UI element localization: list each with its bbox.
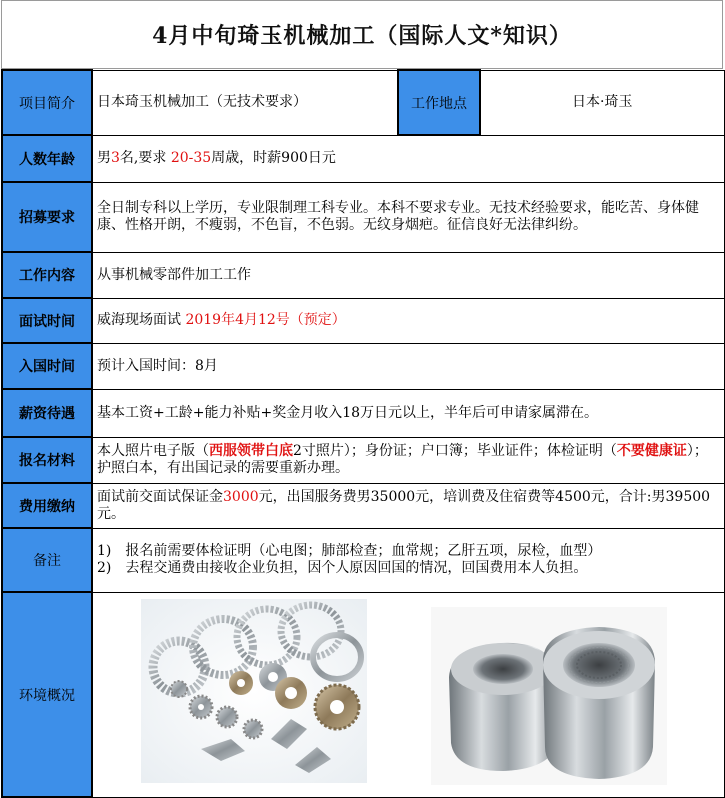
fees-deposit: 3000: [223, 488, 259, 505]
label-interview: 面试时间: [2, 298, 92, 343]
row-entry: [2, 343, 724, 389]
row-notes: [2, 528, 724, 592]
value-people: [92, 135, 724, 182]
interview-date: 2019年4月12号（预定）: [185, 312, 346, 328]
people-count: 3: [111, 150, 120, 167]
label-people: 人数年龄: [2, 135, 92, 182]
info-table: [1, 69, 725, 798]
row-interview: [2, 298, 724, 343]
materials-health-note: 不要健康证: [616, 443, 687, 459]
nuts-photo: [431, 607, 667, 785]
materials-photo-req: 西服领带白底: [209, 443, 293, 459]
page-title: 4月中旬琦玉机械加工（国际人文*知识）: [1, 0, 723, 69]
photo-area: [93, 593, 724, 797]
people-text-3: 周歳，时薪900日元: [211, 150, 336, 167]
row-people: [2, 135, 724, 182]
label-salary: 薪资待遇: [2, 389, 92, 437]
materials-text-1: 本人照片电子版（: [97, 443, 209, 459]
value-work: 从事机械零部件加工工作: [92, 252, 724, 298]
value-notes: [92, 528, 724, 592]
row-recruit: [2, 182, 724, 252]
materials-text-3: ）；护照白本，有出国记录的需要重新办理。: [97, 443, 708, 476]
row-environment: [2, 592, 724, 797]
label-work: 工作内容: [2, 252, 92, 298]
label-project: 项目简介: [2, 70, 92, 135]
value-materials: [92, 437, 724, 483]
people-text-1: 男: [97, 150, 111, 167]
value-environment: [92, 592, 724, 797]
label-environment: 环境概况: [2, 592, 92, 797]
row-work: [2, 252, 724, 298]
label-fees: 费用缴纳: [2, 483, 92, 528]
value-fees: [92, 483, 724, 528]
row-materials: [2, 437, 724, 483]
value-interview: [92, 298, 724, 343]
people-age: 20-35: [170, 150, 212, 167]
label-recruit: 招募要求: [2, 182, 92, 252]
row-salary: [2, 389, 724, 437]
value-location: 日本·琦玉: [480, 70, 724, 135]
value-recruit: 全日制专科以上学历，专业限制理工科专业。本科不要求专业。无技术经验要求，能吃苦、身体健康、性格开朗，不瘦弱，不色盲，不色弱。无纹身烟疤。征信良好无法律纠纷。: [92, 182, 724, 252]
label-entry: 入国时间: [2, 343, 92, 389]
value-entry: 预计入国时间：8月: [92, 343, 724, 389]
people-text-2: 名,要求: [119, 150, 171, 167]
row-fees: [2, 483, 724, 528]
gears-photo: [141, 599, 367, 783]
value-salary: 基本工资+工龄+能力补贴+奖金月收入18万日元以上，半年后可申请家属滞在。: [92, 389, 724, 437]
note-2: 2) 去程交通费由接收企业负担，因个人原因回国的情况，回国费用本人负担。: [97, 560, 588, 576]
note-1: 1) 报名前需要体检证明（心电图；肺部检查；血常规；乙肝五项，尿检，血型）: [97, 543, 602, 559]
row-project: [2, 70, 724, 135]
label-notes: 备注: [2, 528, 92, 592]
fees-text-2: 元，出国服务费男35000元，培训费及住宿费等4500元，合计:男39500元。: [97, 488, 711, 522]
interview-text: 威海现场面试: [97, 312, 186, 328]
label-materials: 报名材料: [2, 437, 92, 483]
materials-text-2: 2寸照片）；身份证；户口簿；毕业证件；体检证明（: [293, 443, 617, 459]
value-project: 日本琦玉机械加工（无技术要求）: [92, 70, 398, 135]
fees-text-1: 面试前交面试保证金: [97, 488, 223, 505]
label-location: 工作地点: [398, 70, 480, 135]
